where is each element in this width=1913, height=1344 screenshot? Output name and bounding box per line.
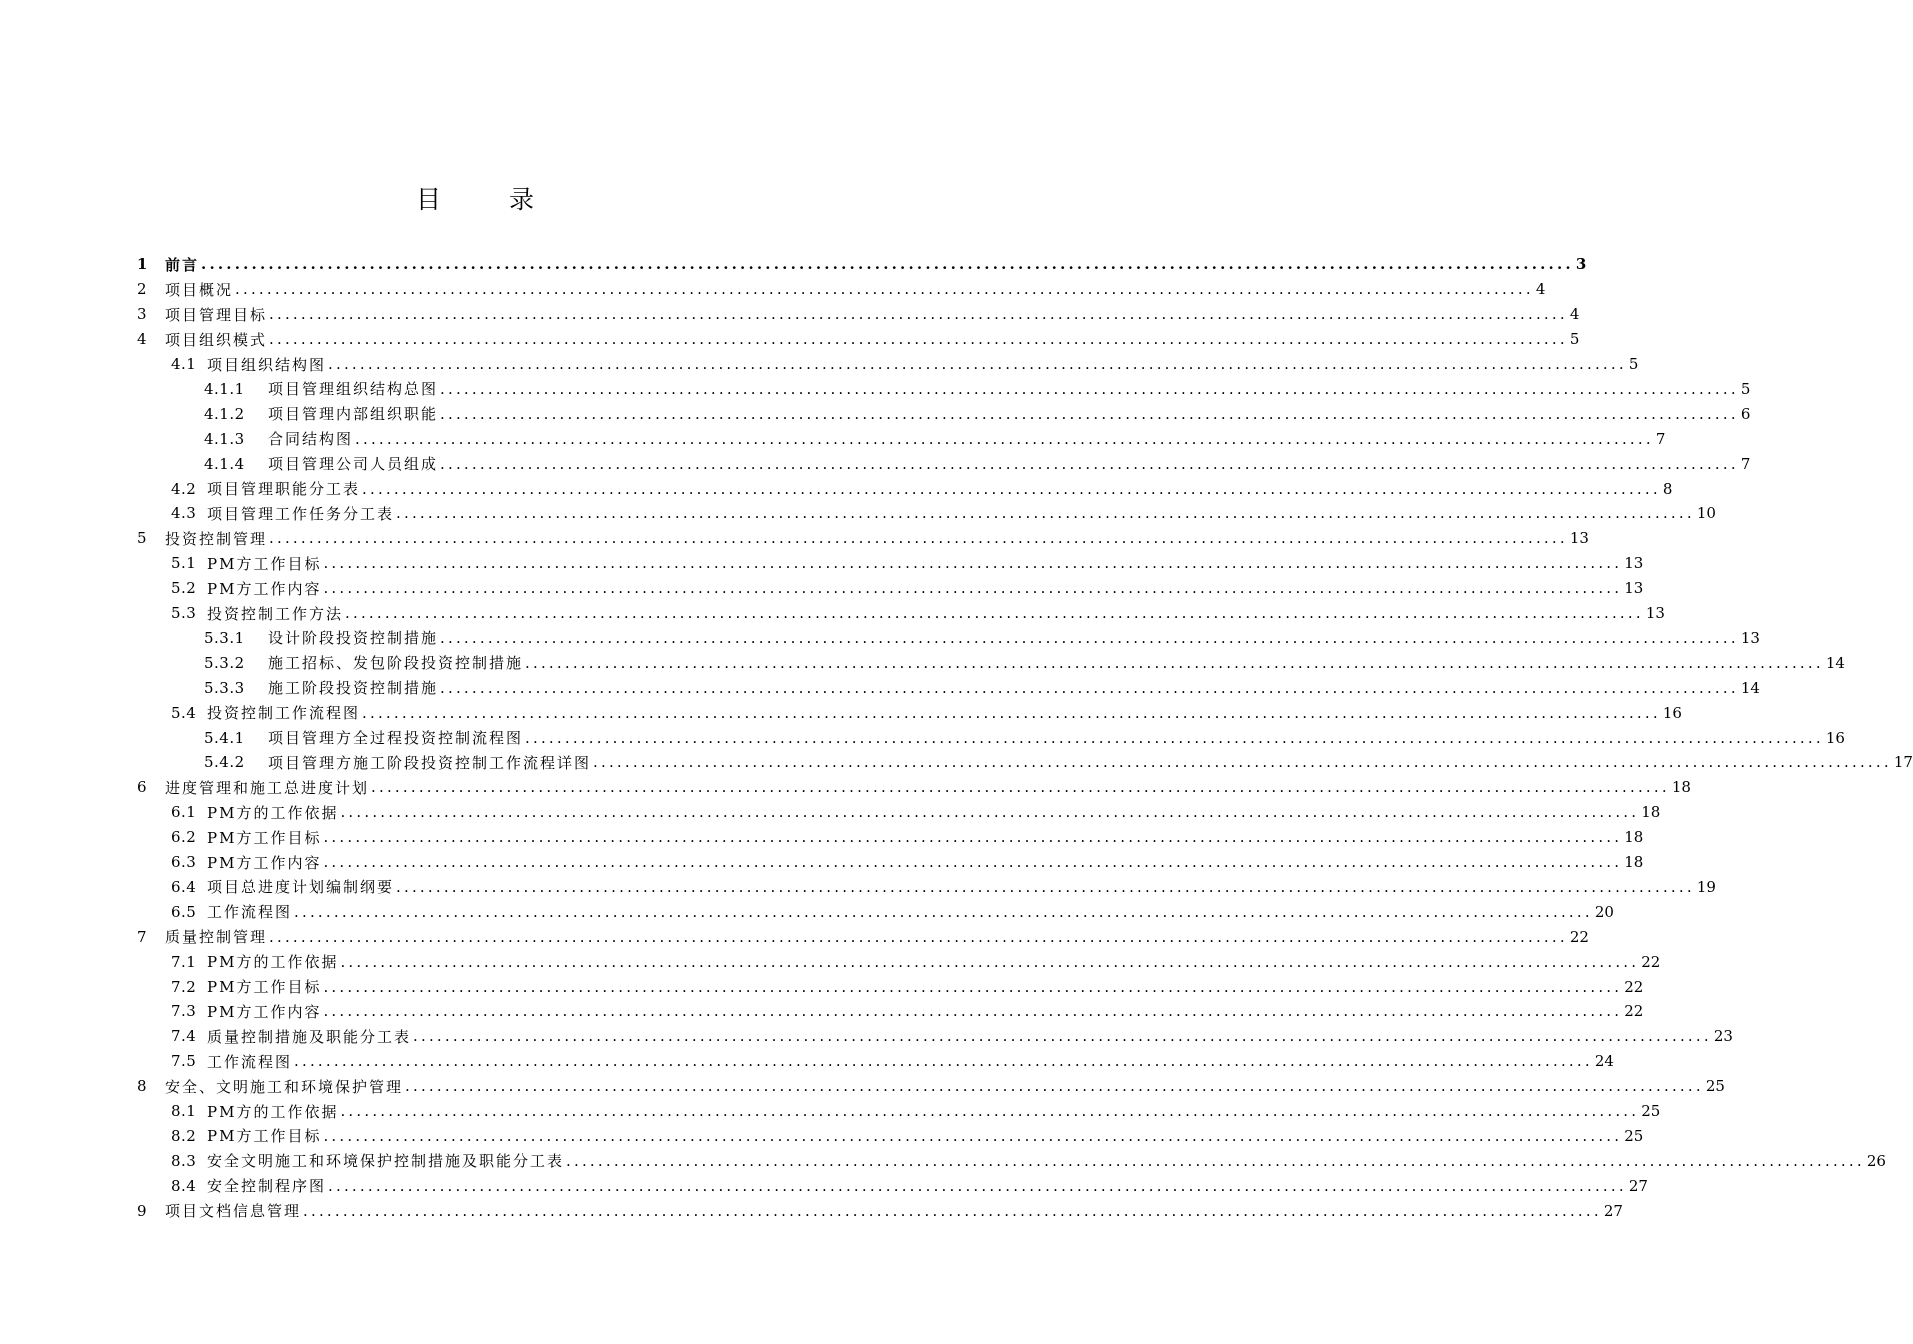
toc-entry-page: 22 xyxy=(1624,1002,1644,1021)
toc-entry-number: 6.4 xyxy=(171,877,197,896)
toc-entry-number: 4.1 xyxy=(171,355,197,374)
toc-dot-leader: ................................................................................................................................................................... xyxy=(323,853,1623,872)
toc-entry[interactable] xyxy=(137,775,1691,800)
toc-entry-title: 工作流程图 xyxy=(207,903,293,922)
toc-entry-page: 18 xyxy=(1624,828,1644,847)
toc-dot-leader: ................................................................................................................................................................... xyxy=(396,877,1695,896)
toc-entry-number: 5.4.2 xyxy=(204,753,245,772)
toc-entry-number: 6.2 xyxy=(171,828,197,847)
toc-dot-leader: ................................................................................................................................................................... xyxy=(323,554,1623,573)
toc-entry-page: 5 xyxy=(1740,379,1751,398)
toc-entry-number: 4.1.4 xyxy=(204,454,245,473)
toc-entry[interactable] xyxy=(204,650,1845,675)
toc-entry-page: 7 xyxy=(1655,429,1666,448)
toc-dot-leader: ................................................................................................................................................................... xyxy=(235,280,1534,299)
toc-entry-number: 4.1.3 xyxy=(204,429,245,448)
toc-entry-page: 17 xyxy=(1893,753,1913,772)
toc-entry-page: 27 xyxy=(1628,1176,1648,1195)
toc-entry[interactable] xyxy=(171,999,1644,1024)
toc-entry-page: 25 xyxy=(1641,1102,1661,1121)
toc-dot-leader: ................................................................................................................................................................... xyxy=(323,1002,1623,1021)
toc-entry-page: 22 xyxy=(1569,927,1589,946)
toc-entry-number: 4.3 xyxy=(171,504,197,523)
toc-dot-leader: ................................................................................................................................................................... xyxy=(405,1077,1704,1096)
toc-entry-page: 4 xyxy=(1569,305,1580,324)
toc-entry-title: 项目管理职能分工表 xyxy=(207,480,361,499)
toc-dot-leader: ................................................................................................................................................................... xyxy=(371,778,1670,797)
toc-entry[interactable] xyxy=(137,302,1580,327)
toc-entry-number: 6.5 xyxy=(171,902,197,921)
toc-dot-leader: ................................................................................................................................................................... xyxy=(440,454,1739,473)
toc-entry-number: 5.3.3 xyxy=(204,678,245,697)
toc-entry-number: 5.2 xyxy=(171,579,197,598)
toc-entry-number: 8.3 xyxy=(171,1151,197,1170)
toc-entry-number: 8.2 xyxy=(171,1126,197,1145)
toc-entry-page: 25 xyxy=(1705,1077,1725,1096)
toc-dot-leader: ................................................................................................................................................................... xyxy=(440,628,1739,647)
toc-entry[interactable] xyxy=(171,974,1644,999)
toc-entry-number: 7.2 xyxy=(171,977,197,996)
toc-entry-number: 8.1 xyxy=(171,1102,197,1121)
toc-entry-page: 5 xyxy=(1628,355,1639,374)
toc-entry-page: 14 xyxy=(1740,678,1760,697)
toc-dot-leader: ................................................................................................................................................................... xyxy=(440,678,1739,697)
toc-entry[interactable] xyxy=(204,626,1760,651)
toc-entry-number: 4.1.2 xyxy=(204,404,245,423)
toc-entry-title: 项目文档信息管理 xyxy=(165,1202,302,1221)
toc-dot-leader: ................................................................................................................................................................... xyxy=(323,977,1623,996)
toc-entry[interactable] xyxy=(171,1173,1648,1198)
toc-entry-number: 3 xyxy=(137,305,148,324)
toc-dot-leader: ................................................................................................................................................................... xyxy=(323,1126,1623,1145)
toc-entry-page: 3 xyxy=(1575,255,1587,274)
toc-entry-number: 1 xyxy=(137,255,148,274)
toc-dot-leader: ................................................................................................................................................................... xyxy=(269,305,1568,324)
toc-entry-number: 4.1.1 xyxy=(204,379,245,398)
toc-entry-title: 项目概况 xyxy=(165,280,234,299)
toc-entry-page: 22 xyxy=(1641,952,1661,971)
toc-dot-leader: ................................................................................................................................................................... xyxy=(340,1102,1640,1121)
toc-entry-number: 5 xyxy=(137,529,148,548)
toc-entry-page: 5 xyxy=(1569,330,1580,349)
toc-dot-leader: ................................................................................................................................................................... xyxy=(269,927,1568,946)
toc-entry-title: 投资控制工作方法 xyxy=(207,604,344,623)
toc-entry-page: 24 xyxy=(1594,1052,1614,1071)
toc-entry-number: 7.3 xyxy=(171,1002,197,1021)
toc-entry-number: 5.4 xyxy=(171,703,197,722)
toc-dot-leader: ................................................................................................................................................................... xyxy=(440,379,1739,398)
toc-dot-leader: ................................................................................................................................................................... xyxy=(355,429,1654,448)
toc-entry[interactable] xyxy=(171,899,1614,924)
toc-entry[interactable] xyxy=(171,825,1644,850)
toc-entry[interactable] xyxy=(137,277,1546,302)
toc-entry-title: 投资控制工作流程图 xyxy=(207,704,361,723)
toc-entry-page: 27 xyxy=(1603,1201,1623,1220)
toc-dot-leader: ................................................................................................................................................................... xyxy=(362,479,1661,498)
toc-entry-number: 6.1 xyxy=(171,803,197,822)
toc-entry-number: 8 xyxy=(137,1077,148,1096)
toc-entry-page: 13 xyxy=(1569,529,1589,548)
toc-entry-title: PM方工作内容 xyxy=(207,579,322,598)
toc-entry-title: 项目总进度计划编制纲要 xyxy=(207,878,395,897)
toc-entry[interactable] xyxy=(204,750,1913,775)
toc-entry-title: 安全、文明施工和环境保护管理 xyxy=(165,1077,404,1096)
toc-entry-number: 6 xyxy=(137,778,148,797)
toc-entry-page: 13 xyxy=(1624,554,1644,573)
toc-entry-page: 18 xyxy=(1671,778,1691,797)
toc-dot-leader: ................................................................................................................................................................... xyxy=(328,355,1627,374)
toc-entry-number: 7.4 xyxy=(171,1027,197,1046)
toc-entry[interactable] xyxy=(204,725,1845,750)
toc-entry-title: PM方工作目标 xyxy=(207,554,322,573)
toc-entry[interactable] xyxy=(204,377,1751,402)
toc-entry-title: 项目管理内部组织职能 xyxy=(268,405,439,424)
toc-entry-page: 22 xyxy=(1624,977,1644,996)
toc-entry[interactable] xyxy=(171,1124,1644,1149)
toc-entry-title: 前言 xyxy=(165,255,200,274)
toc-entry-title: 进度管理和施工总进度计划 xyxy=(165,778,370,797)
toc-dot-leader: ................................................................................................................................................................... xyxy=(328,1176,1627,1195)
toc-entry[interactable] xyxy=(171,501,1716,526)
toc-dot-leader: ................................................................................................................................................................... xyxy=(525,728,1824,747)
toc-entry[interactable] xyxy=(137,1074,1725,1099)
toc-entry[interactable] xyxy=(204,451,1751,476)
toc-dot-leader: ................................................................................................................................................................... xyxy=(294,902,1593,921)
toc-entry-title: 项目管理工作任务分工表 xyxy=(207,504,395,523)
toc-entry-title: 项目管理公司人员组成 xyxy=(268,455,439,474)
toc-entry[interactable] xyxy=(171,601,1665,626)
toc-dot-leader: ................................................................................................................................................................... xyxy=(340,952,1640,971)
toc-dot-leader: ................................................................................................................................................................... xyxy=(201,255,1574,274)
toc-entry-page: 23 xyxy=(1713,1027,1733,1046)
toc-entry-title: 项目管理组织结构总图 xyxy=(268,380,439,399)
toc-dot-leader: ................................................................................................................................................................... xyxy=(396,504,1695,523)
toc-entry[interactable] xyxy=(171,850,1644,875)
toc-dot-leader: ................................................................................................................................................................... xyxy=(323,579,1623,598)
toc-entry-title: PM方工作目标 xyxy=(207,978,322,997)
toc-dot-leader: ................................................................................................................................................................... xyxy=(362,703,1661,722)
toc-entry-title: 质量控制措施及职能分工表 xyxy=(207,1027,412,1046)
toc-entry-page: 16 xyxy=(1662,703,1682,722)
toc-entry-number: 7.5 xyxy=(171,1052,197,1071)
toc-entry-page: 8 xyxy=(1662,479,1673,498)
page-title: 目 录 xyxy=(416,185,564,214)
toc-entry-title: 安全文明施工和环境保护控制措施及职能分工表 xyxy=(207,1152,565,1171)
toc-entry-page: 20 xyxy=(1594,902,1614,921)
toc-entry-page: 13 xyxy=(1740,628,1760,647)
toc-entry[interactable] xyxy=(171,1099,1661,1124)
toc-entry-title: 项目管理目标 xyxy=(165,305,268,324)
toc-entry-number: 5.3.2 xyxy=(204,653,245,672)
toc-dot-leader: ................................................................................................................................................................... xyxy=(294,1052,1593,1071)
toc-entry-page: 14 xyxy=(1825,653,1845,672)
toc-entry-number: 7.1 xyxy=(171,952,197,971)
toc-dot-leader: ................................................................................................................................................................... xyxy=(269,330,1568,349)
toc-entry-title: PM方的工作依据 xyxy=(207,953,339,972)
toc-entry-title: 合同结构图 xyxy=(268,430,354,449)
toc-entry[interactable] xyxy=(171,1049,1614,1074)
toc-entry[interactable] xyxy=(171,875,1716,900)
toc-entry-title: 投资控制管理 xyxy=(165,529,268,548)
toc-entry-page: 19 xyxy=(1696,877,1716,896)
toc-entry-title: PM方工作内容 xyxy=(207,853,322,872)
toc-entry-title: PM方的工作依据 xyxy=(207,803,339,822)
toc-entry[interactable] xyxy=(137,1198,1623,1223)
toc-entry-title: PM方的工作依据 xyxy=(207,1102,339,1121)
toc-entry[interactable] xyxy=(204,675,1760,700)
toc-entry[interactable] xyxy=(204,401,1751,426)
toc-entry-title: 项目组织结构图 xyxy=(207,355,327,374)
toc-dot-leader: ................................................................................................................................................................... xyxy=(269,529,1568,548)
toc-entry[interactable] xyxy=(171,476,1673,501)
toc-entry-number: 2 xyxy=(137,280,148,299)
toc-entry-page: 18 xyxy=(1624,853,1644,872)
toc-entry-title: PM方工作目标 xyxy=(207,828,322,847)
toc-entry-title: PM方工作目标 xyxy=(207,1127,322,1146)
toc-entry[interactable] xyxy=(171,949,1661,974)
toc-dot-leader: ................................................................................................................................................................... xyxy=(340,803,1640,822)
toc-entry[interactable] xyxy=(171,1024,1733,1049)
toc-entry-title: 项目管理方全过程投资控制流程图 xyxy=(268,729,524,748)
toc-entry-page: 25 xyxy=(1624,1126,1644,1145)
toc-entry-title: PM方工作内容 xyxy=(207,1002,322,1021)
toc-entry[interactable] xyxy=(171,551,1644,576)
toc-entry-number: 4.2 xyxy=(171,479,197,498)
toc-entry[interactable] xyxy=(137,327,1580,352)
toc-entry-number: 8.4 xyxy=(171,1176,197,1195)
toc-entry-number: 7 xyxy=(137,927,148,946)
toc-dot-leader: ................................................................................................................................................................... xyxy=(345,604,1644,623)
toc-entry-page: 6 xyxy=(1740,404,1751,423)
toc-entry[interactable] xyxy=(137,252,1587,277)
toc-entry[interactable] xyxy=(171,700,1682,725)
toc-dot-leader: ................................................................................................................................................................... xyxy=(323,828,1623,847)
toc-entry-title: 施工招标、发包阶段投资控制措施 xyxy=(268,654,524,673)
toc-entry-title: 安全控制程序图 xyxy=(207,1177,327,1196)
toc-entry-page: 7 xyxy=(1740,454,1751,473)
toc-entry-number: 9 xyxy=(137,1201,148,1220)
toc-entry-number: 5.3.1 xyxy=(204,628,245,647)
toc-entry-page: 13 xyxy=(1624,579,1644,598)
toc-entry[interactable] xyxy=(171,1148,1886,1173)
toc-dot-leader: ................................................................................................................................................................... xyxy=(593,753,1892,772)
toc-entry-title: 设计阶段投资控制措施 xyxy=(268,629,439,648)
toc-entry-page: 16 xyxy=(1825,728,1845,747)
toc-entry[interactable] xyxy=(204,426,1666,451)
toc-entry[interactable] xyxy=(171,800,1661,825)
toc-entry-number: 6.3 xyxy=(171,853,197,872)
toc-entry[interactable] xyxy=(137,924,1589,949)
toc-entry-page: 26 xyxy=(1866,1151,1886,1170)
toc-entry[interactable] xyxy=(171,576,1644,601)
toc-dot-leader: ................................................................................................................................................................... xyxy=(303,1201,1602,1220)
toc-entry-number: 5.4.1 xyxy=(204,728,245,747)
toc-dot-leader: ................................................................................................................................................................... xyxy=(440,404,1739,423)
toc-dot-leader: ................................................................................................................................................................... xyxy=(413,1027,1712,1046)
toc-entry-page: 18 xyxy=(1641,803,1661,822)
toc-entry-number: 4 xyxy=(137,330,148,349)
toc-dot-leader: ................................................................................................................................................................... xyxy=(525,653,1824,672)
toc-dot-leader: ................................................................................................................................................................... xyxy=(566,1151,1865,1170)
toc-entry-number: 5.1 xyxy=(171,554,197,573)
toc-entry-title: 质量控制管理 xyxy=(165,928,268,947)
toc-entry-page: 4 xyxy=(1535,280,1546,299)
toc-entry-page: 10 xyxy=(1696,504,1716,523)
toc-entry-title: 项目管理方施工阶段投资控制工作流程详图 xyxy=(268,753,592,772)
toc-entry[interactable] xyxy=(171,352,1639,377)
toc-entry-page: 13 xyxy=(1645,604,1665,623)
toc-entry-title: 工作流程图 xyxy=(207,1052,293,1071)
toc-entry-number: 5.3 xyxy=(171,604,197,623)
toc-entry[interactable] xyxy=(137,526,1589,551)
toc-entry-title: 施工阶段投资控制措施 xyxy=(268,679,439,698)
toc-entry-title: 项目组织模式 xyxy=(165,330,268,349)
